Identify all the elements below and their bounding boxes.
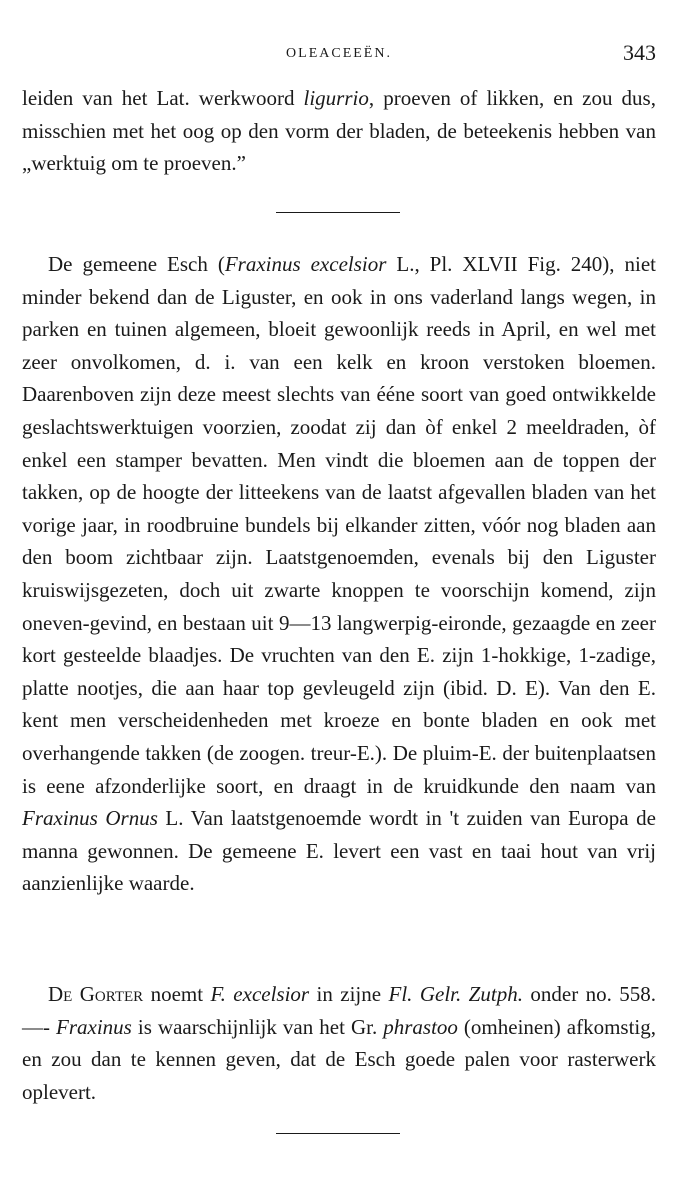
paragraph-ligurrio [22, 82, 656, 180]
italic-term: Fraxinus [56, 1014, 132, 1039]
italic-term: Fraxinus excelsior [224, 252, 387, 276]
text-run: L. Van laatstgenoemde wordt in 't zuiden van Europa de manna gewonnen. De gemeene E. levert een vast en taai hout van vrij aanzienlijke waarde. [22, 806, 656, 896]
italic-term: Fl. Gelr. Zutph. [388, 982, 523, 1006]
text-run: onder no. 558. —- [22, 982, 657, 1039]
text-run: noemt [143, 982, 211, 1006]
text-run: leiden van het Lat. werkwoord [22, 86, 304, 110]
author-name: De Gorter [48, 982, 144, 1006]
page-number: 343 [623, 40, 656, 65]
italic-term: Fraxinus Ornus [22, 806, 158, 831]
text-run: , proeven of likken, en zou dus, misschien met het oog op den vorm der bladen, de beteekenis hebben van „werktuig om te proeven.” [22, 86, 656, 176]
italic-term: ligurrio [303, 86, 369, 110]
text-run: (omheinen) afkomstig, en zou dan te kennen geven, dat de Esch goede palen voor rasterwerk oplevert. [22, 1014, 656, 1104]
section-divider [276, 1133, 400, 1134]
section-divider [276, 212, 400, 213]
paragraph-de-gorter [22, 978, 656, 1108]
text-run: L., Pl. XLVII Fig. 240), niet minder bekend dan de Liguster, en ook in ons vaderland langs wegen, in parken en tuinen algemeen, bloeit gewoonlijk reeds in April, en wel met zeer onvolkomen, d. i. van een kelk en kroon verstoken bloemen. Daarenboven zijn deze meest slechts van ééne soort van goed ontwikkelde geslachtswerktuigen voorzien, zoodat zij dan òf enkel 2 meeldraden, òf enkel een stamper bevatten. Men vindt die bloemen aan de toppen der takken, op de hoogte der litteekens van de laatst afgevallen bladen van het vorige jaar, in roodbruine bundels bij elkander zitten, vóór nog bladen aan den boom zichtbaar zijn. Laatstgenoemden, evenals bij den Liguster kruiswijsgezeten, doch uit zwarte knoppen te voorschijn komend, zijn oneven-gevind, en bestaan uit 9—13 langwerpig-eironde, gezaagde en zeer kort gesteelde blaadjes. De vruchten van den E. zijn 1-hokkige, 1-zadige, platte nootjes, die aan haar top gevleugeld zijn (ibid. D. E). Van den E. kent men verscheidenheden met kroeze en bonte bladen en ook met overhangende takken (de zoogen. treur-E.). De pluim-E. der buitenplaatsen is eene afzonderlijke soort, en draagt in de kruidkunde den naam van [22, 252, 656, 798]
text-run: De gemeene Esch ( [48, 252, 225, 276]
italic-term: F. excelsior [210, 982, 310, 1006]
running-head [22, 40, 656, 70]
text-run: in zijne [309, 982, 389, 1006]
italic-term: phrastoo [383, 1014, 458, 1039]
paragraph-gemeene-esch [22, 248, 656, 900]
running-title: OLEACEEËN. [286, 46, 392, 61]
text-run: is waarschijnlijk van het Gr. [131, 1014, 384, 1039]
